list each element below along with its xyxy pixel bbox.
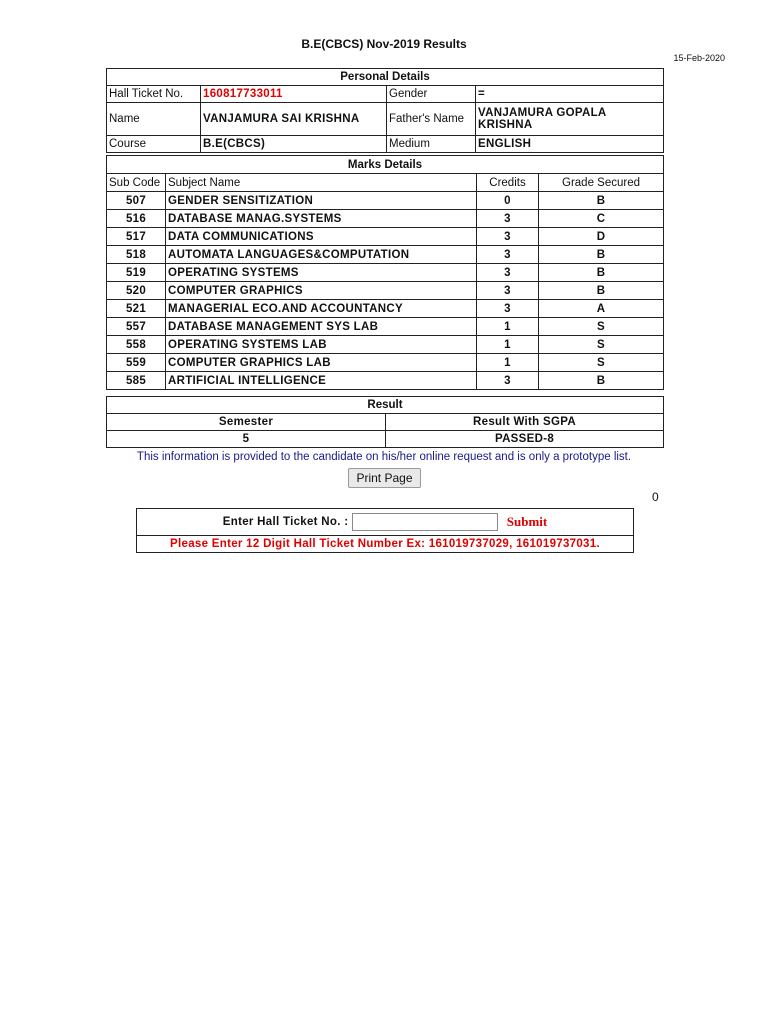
subject-name-cell: COMPUTER GRAPHICS LAB [166, 354, 477, 372]
hall-ticket-search-form [136, 508, 634, 553]
column-header-grade: Grade Secured [539, 174, 664, 192]
name-label: Name [107, 103, 201, 136]
search-row [137, 509, 634, 536]
sub-code-cell: 517 [107, 228, 166, 246]
credits-cell: 3 [477, 210, 539, 228]
hall-ticket-input-label: Enter Hall Ticket No. : [222, 516, 349, 529]
grade-cell: D [539, 228, 664, 246]
grade-cell: B [539, 372, 664, 390]
table-row [107, 192, 664, 210]
subject-name-cell: COMPUTER GRAPHICS [166, 282, 477, 300]
table-row [107, 210, 664, 228]
grade-cell: B [539, 282, 664, 300]
credits-cell: 1 [477, 318, 539, 336]
name-value: VANJAMURA SAI KRISHNA [201, 103, 387, 136]
table-row [107, 228, 664, 246]
table-row [107, 300, 664, 318]
sub-code-cell: 559 [107, 354, 166, 372]
table-row [107, 336, 664, 354]
semester-label: Semester [107, 414, 386, 431]
table-row [107, 264, 664, 282]
marks-details-title: Marks Details [107, 156, 664, 174]
subject-name-cell: OPERATING SYSTEMS LAB [166, 336, 477, 354]
sub-code-cell: 507 [107, 192, 166, 210]
credits-cell: 1 [477, 336, 539, 354]
submit-button[interactable]: Submit [506, 514, 548, 529]
table-row [107, 282, 664, 300]
print-page-button[interactable]: Print Page [348, 468, 421, 488]
table-row [107, 372, 664, 390]
sub-code-cell: 585 [107, 372, 166, 390]
marks-details-table [106, 155, 664, 390]
personal-details-title: Personal Details [107, 69, 664, 86]
hall-ticket-hint: Please Enter 12 Digit Hall Ticket Number Ex: 161019737029, 161019737031. [137, 536, 634, 553]
sub-code-cell: 519 [107, 264, 166, 282]
subject-name-cell: GENDER SENSITIZATION [166, 192, 477, 210]
father-name-value: VANJAMURA GOPALA KRISHNA [476, 103, 664, 136]
table-row [107, 354, 664, 372]
subject-name-cell: DATABASE MANAG.SYSTEMS [166, 210, 477, 228]
result-table [106, 396, 664, 448]
sub-code-cell: 520 [107, 282, 166, 300]
page-title: B.E(CBCS) Nov-2019 Results [301, 37, 467, 51]
credits-cell: 3 [477, 300, 539, 318]
grade-cell: S [539, 318, 664, 336]
subject-name-cell: ARTIFICIAL INTELLIGENCE [166, 372, 477, 390]
grade-cell: S [539, 336, 664, 354]
counter-text: 0 [652, 490, 659, 504]
personal-details-table [106, 68, 664, 153]
credits-cell: 0 [477, 192, 539, 210]
prototype-notice: This information is provided to the candidate on his/her online request and is only a prototype list. [136, 451, 632, 463]
result-title: Result [107, 397, 664, 414]
column-header-subject-name: Subject Name [166, 174, 477, 192]
subject-name-cell: OPERATING SYSTEMS [166, 264, 477, 282]
marks-header-row [107, 174, 664, 192]
hall-ticket-input[interactable] [352, 513, 498, 531]
credits-cell: 3 [477, 246, 539, 264]
credits-cell: 1 [477, 354, 539, 372]
sub-code-cell: 516 [107, 210, 166, 228]
table-row [107, 246, 664, 264]
sub-code-cell: 518 [107, 246, 166, 264]
subject-name-cell: DATABASE MANAGEMENT SYS LAB [166, 318, 477, 336]
grade-cell: S [539, 354, 664, 372]
grade-cell: A [539, 300, 664, 318]
gender-value: = [476, 86, 664, 103]
medium-value: ENGLISH [476, 136, 664, 153]
sgpa-label: Result With SGPA [386, 414, 664, 431]
course-label: Course [107, 136, 201, 153]
subject-name-cell: AUTOMATA LANGUAGES&COMPUTATION [166, 246, 477, 264]
semester-value: 5 [107, 431, 386, 448]
grade-cell: B [539, 264, 664, 282]
grade-cell: B [539, 192, 664, 210]
credits-cell: 3 [477, 264, 539, 282]
grade-cell: B [539, 246, 664, 264]
column-header-credits: Credits [477, 174, 539, 192]
subject-name-cell: DATA COMMUNICATIONS [166, 228, 477, 246]
sub-code-cell: 521 [107, 300, 166, 318]
hall-ticket-value: 160817733011 [201, 86, 387, 103]
course-value: B.E(CBCS) [201, 136, 387, 153]
credits-cell: 3 [477, 228, 539, 246]
report-date: 15-Feb-2020 [673, 53, 725, 63]
sub-code-cell: 558 [107, 336, 166, 354]
credits-cell: 3 [477, 282, 539, 300]
table-row [107, 318, 664, 336]
gender-label: Gender [387, 86, 476, 103]
father-name-label: Father's Name [387, 103, 476, 136]
column-header-sub-code: Sub Code [107, 174, 166, 192]
credits-cell: 3 [477, 372, 539, 390]
grade-cell: C [539, 210, 664, 228]
subject-name-cell: MANAGERIAL ECO.AND ACCOUNTANCY [166, 300, 477, 318]
medium-label: Medium [387, 136, 476, 153]
hall-ticket-label: Hall Ticket No. [107, 86, 201, 103]
sub-code-cell: 557 [107, 318, 166, 336]
sgpa-value: PASSED-8 [386, 431, 664, 448]
